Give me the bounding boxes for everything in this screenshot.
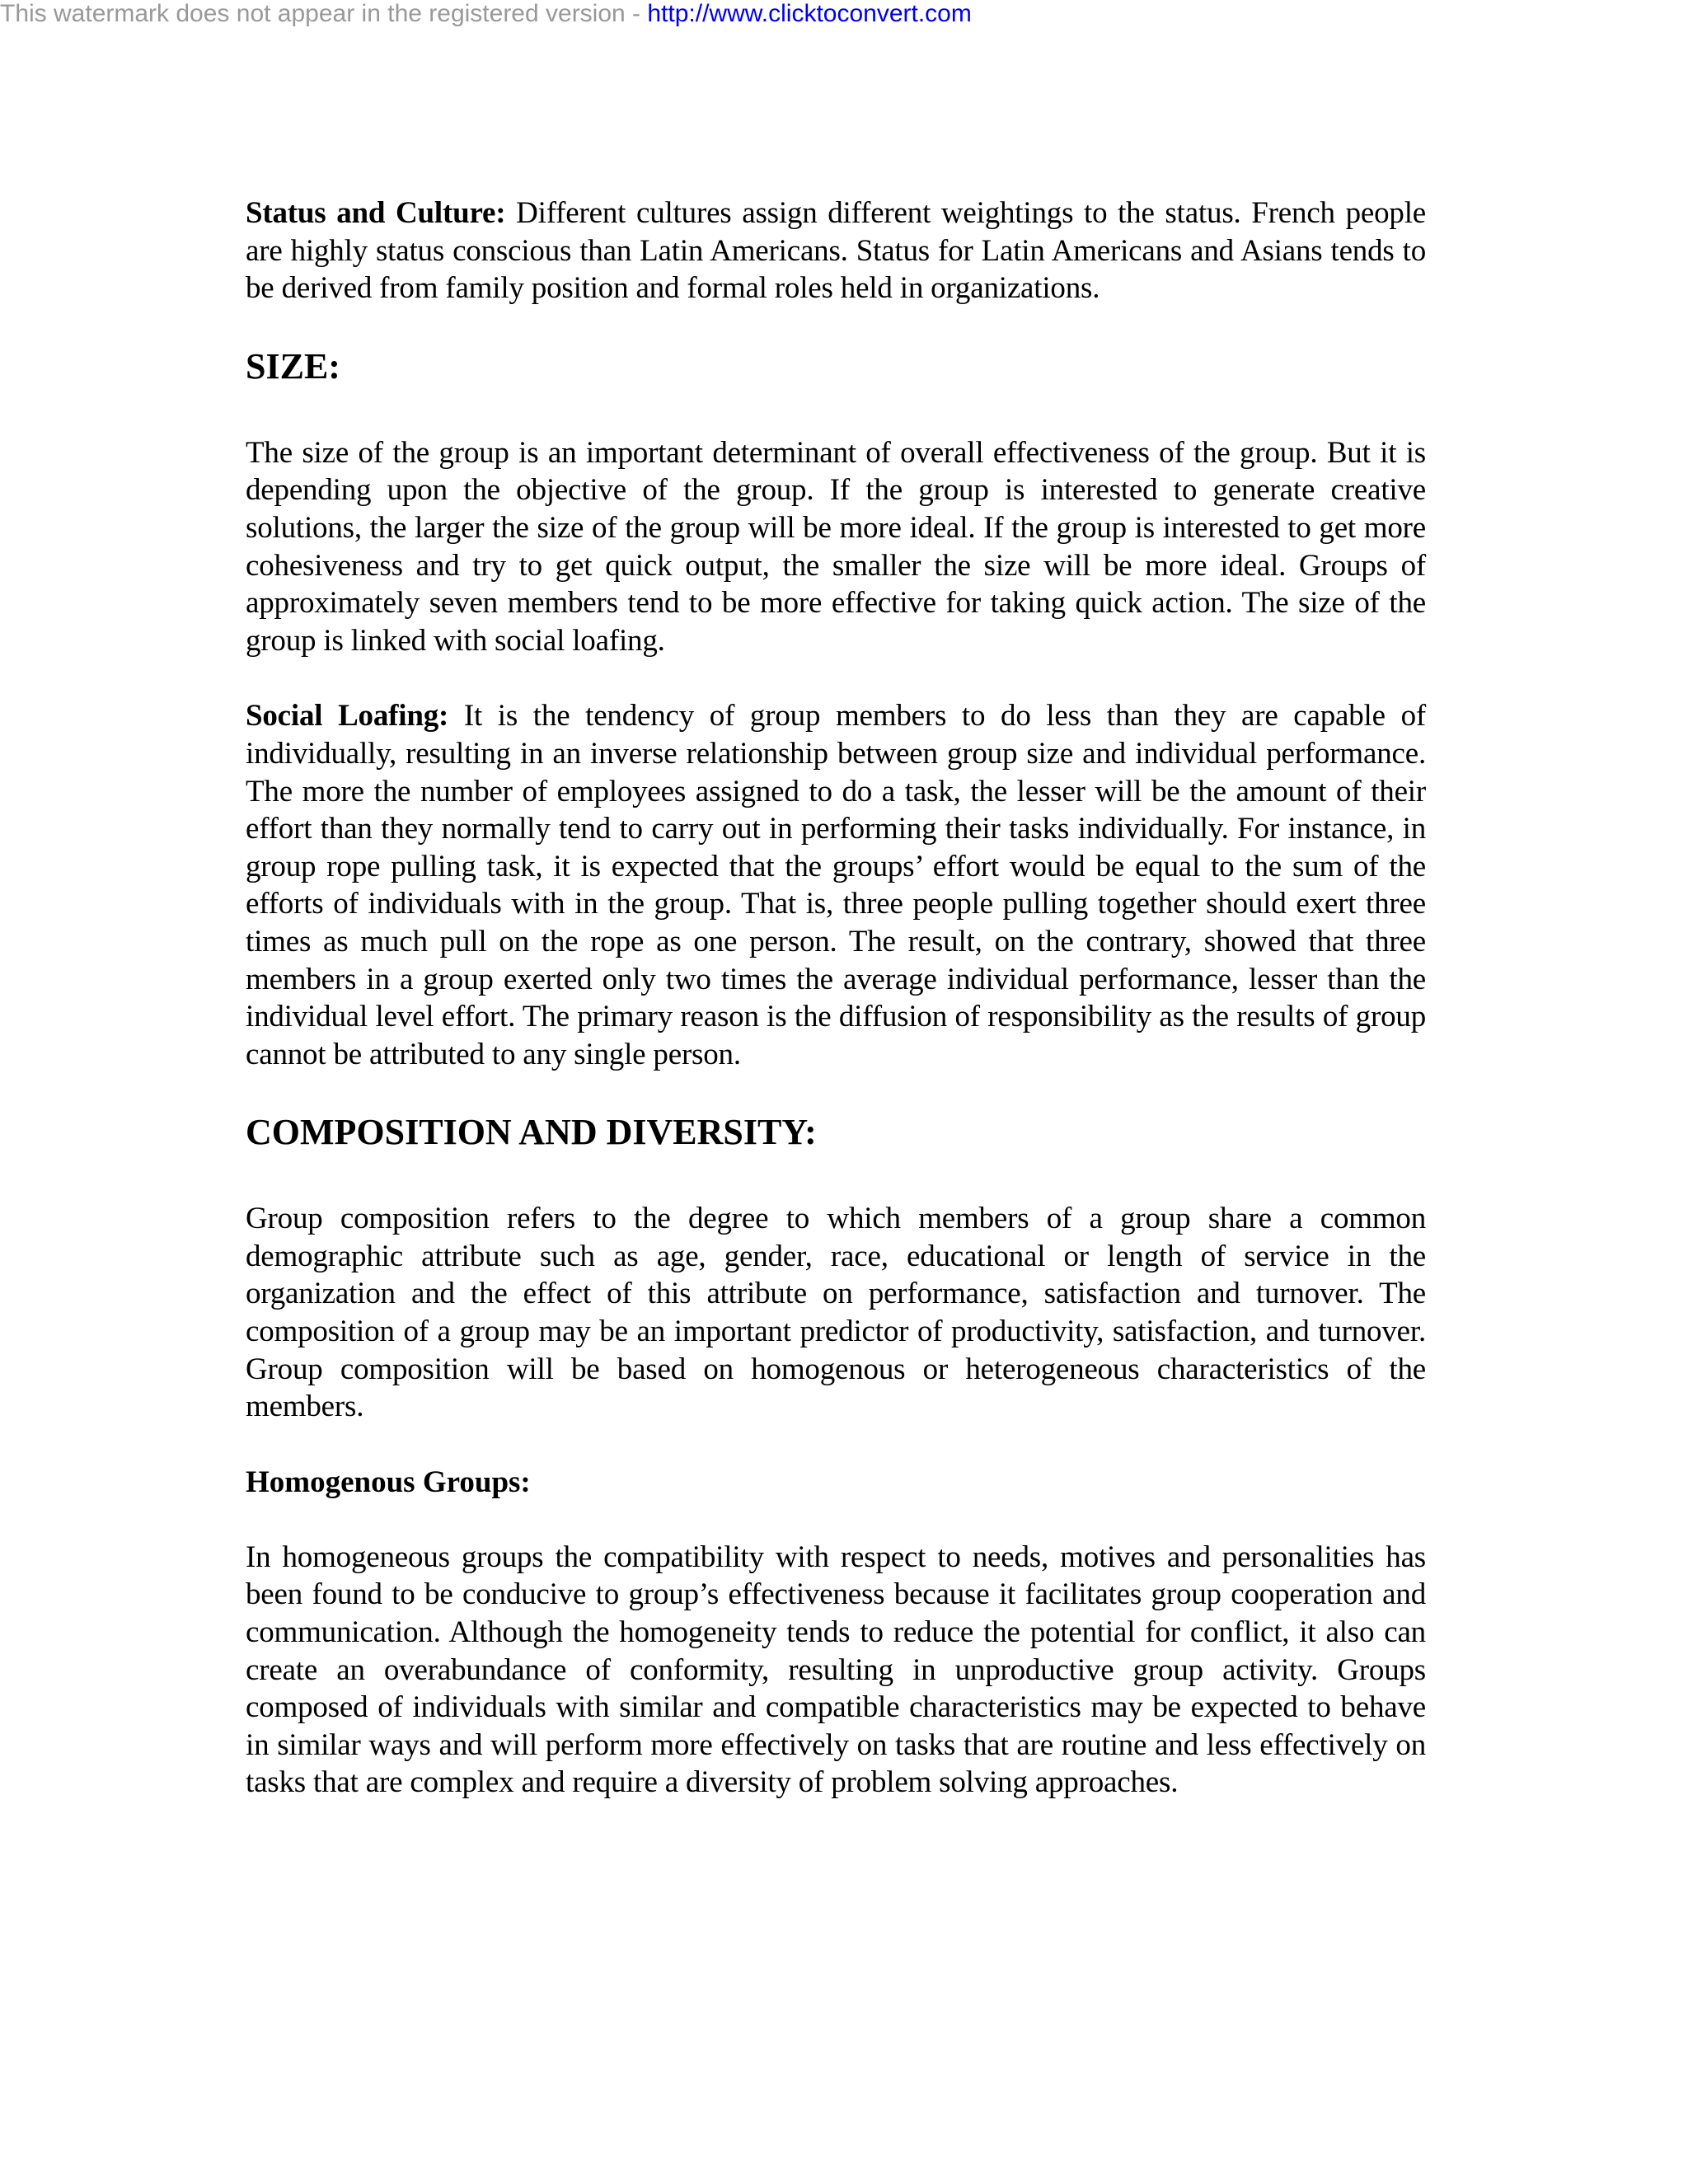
social-loafing-text: It is the tendency of group members to do less than they are capable of individually, resulting in an inverse relationship between group size and individual performance. The more the number of employees assigned to do a task, the lesser will be the amount of their effort than they normally tend to carry out in performing their tasks individually. For instance, in group rope pulling task, it is expected that the groups’ effort would be equal to the sum of the efforts of individuals with in the group. That is, three people pulling together should exert three times as much pull on the rope as one person. The result, on the contrary, showed that three members in a group exerted only two times the average individual performance, lesser than the individual level effort. The primary reason is the diffusion of responsibility as the results of group cannot be attributed to any single person. — [246, 699, 1426, 1071]
size-heading: SIZE: — [246, 345, 340, 387]
watermark-link[interactable]: http://www.clicktoconvert.com — [647, 0, 972, 27]
status-culture-text: Different cultures assign different weightings to the status. French people are highly status conscious than Latin Americans. Status for Latin Americans and Asians tends to be derived from family position and formal roles held in organizations. — [246, 196, 1426, 306]
size-paragraph: The size of the group is an important determinant of overall effectiveness of the group. But it is depending upon the objective of the group. If the group is interested to generate creative solutions, the larger the size of the group will be more ideal. If the group is interested to get more cohesiveness and try to get quick output, the smaller the size will be more ideal. Groups of approximately seven members tend to be more effective for taking quick action. The size of the group is linked with social loafing. — [246, 435, 1426, 658]
social-loafing-lead: Social Loafing: — [246, 699, 449, 733]
homogenous-heading: Homogenous Groups: — [246, 1465, 531, 1499]
watermark-banner — [0, 0, 972, 28]
composition-heading: COMPOSITION AND DIVERSITY: — [246, 1112, 817, 1153]
composition-paragraph: Group composition refers to the degree to which members of a group share a common demographic attribute such as age, gender, race, educational or length of service in the organization and the effect of this attribute on performance, satisfaction and turnover. The composition of a group may be an important predictor of productivity, satisfaction, and turnover. Group composition will be based on homogenous or heterogeneous characteristics of the members. — [246, 1202, 1426, 1424]
document-page — [246, 194, 1426, 1802]
status-culture-paragraph — [246, 194, 1426, 307]
homogenous-paragraph: In homogeneous groups the compatibility with respect to needs, motives and personalities has been found to be conducive to group’s effectiveness because it facilitates group cooperation and communication. Although the homogeneity tends to reduce the potential for conflict, it also can create an overabundance of conformity, resulting in unproductive group activity. Groups composed of individuals with similar and compatible characteristics may be expected to behave in similar ways and will perform more effectively on tasks that are routine and less effectively on tasks that are complex and require a diversity of problem solving approaches. — [246, 1540, 1426, 1800]
social-loafing-paragraph — [246, 697, 1426, 1073]
watermark-text: This watermark does not appear in the registered version - — [0, 0, 648, 27]
status-culture-lead: Status and Culture: — [246, 196, 506, 230]
